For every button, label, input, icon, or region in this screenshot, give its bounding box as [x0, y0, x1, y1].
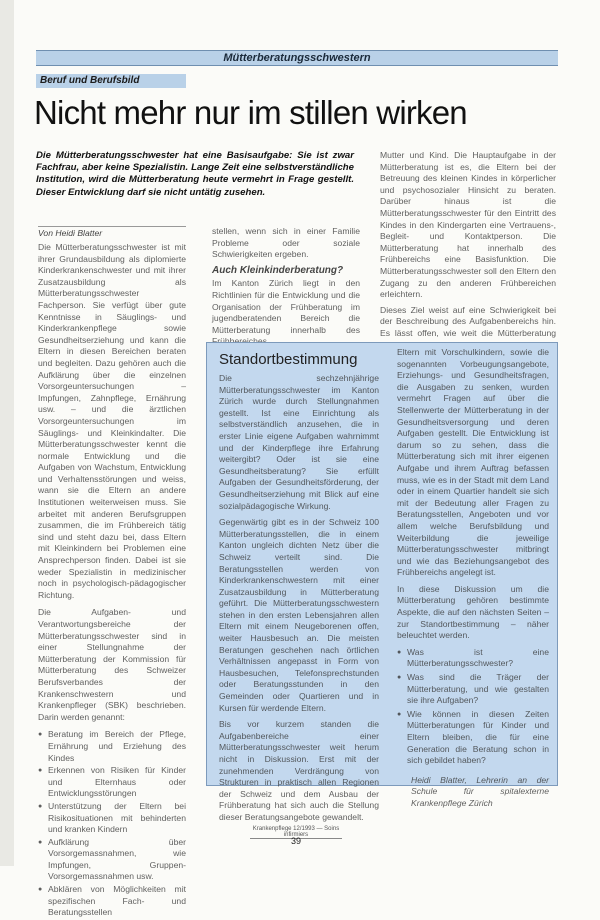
footer-journal: Krankenpflege 12/1993 — Soins infirmiers [250, 826, 342, 839]
col2-paragraph-2: Im Kanton Zürich liegt in den Richtlinien für die Entwicklung und die Organisation der Frühberatung im jugendberatenden Bereich die Mütterberatung innerhalb des [212, 278, 360, 335]
author-signature: Heidi Blatter, Lehrerin an der Schule für spitalexterne Krankenpflege Zürich [411, 774, 549, 808]
page-number: 39 [290, 836, 301, 846]
list-item: ● Unterstützung der Eltern bei Risikosituationen mit behinderten und kranken Kindern [38, 801, 186, 836]
article-headline: Nicht mehr nur im stillen wirken [34, 94, 467, 131]
box-paragraph-5: In diese Diskussion um die Mütterberatung gehören bestimmte Aspekte, die auf den nächsten Seiten – zur Standortbestimmung – näher beleuchtet werden. [397, 583, 549, 641]
byline: Von Heidi Blatter [38, 226, 186, 238]
article-lead: Die Mütterberatungsschwester hat eine Basisaufgabe: Sie ist zwar Fachfrau, aber keine Spezialistin. Lange Zeit eine selbstverständliche Institution, wird die Mütterberatung heute vermehrt in Frage gestellt. Dieser Entwicklung darf sie nicht untätig zusehen. [36, 150, 354, 198]
list-item: ● Erkennen von Risiken für Kinder und Elternhaus oder Entwicklungsstörungen [38, 765, 186, 800]
box-paragraph-4: Eltern mit Vorschulkindern, sowie die sogenannten Vorbeugungsangebote, Erziehungs- und Gesundheitsfragen, die Ausgaben zu senken, wurden vermehrt Fragen auf über die Stellenwerte der Mütterberatung in der Gesundheitsversorgung und deren Aufgaben gestellt. Die Entwicklung ist darum so zu sehen, dass die Mütterberatung sich mit ihrer eigenen Aufgabe und ihrem Auftrag befassen muss, wie es in der Stadt mit dem Land oder in einem Quartier handelt sie sich mit der Bedeutung aller Fragen zu Beratungsstellen, Angeboten und vor allem welche Berufsbildung und Weiterbildung die jeweilige Mütterberatungsschwester mitbringt und wie das Beziehungsangebot des Frühbereichs angelegt ist. [397, 347, 549, 578]
info-box [206, 342, 558, 822]
col3-paragraph-2: Dieses Ziel weist auf eine Schwierigkeit bei der Beschreibung des Aufgabenbereichs hin. Es lässt offen, wie weit die Mütterberatung [380, 304, 556, 338]
list-item: ● Was ist eine Mütterberatungsschwester? [397, 647, 549, 670]
column-3-top [380, 150, 556, 355]
list-item: ● Abklären von Möglichkeiten mit spezifischen Fach- und Beratungsstellen [38, 884, 186, 919]
col3-paragraph-1: Mutter und Kind. Die Hauptaufgabe in der Mütterberatung ist es, die Eltern bei der Betreuung des kleinen Kindes in körperlicher und psychosozialer Hinsicht zu beraten. Darüber hinaus ist die Mütterberatungsschwester für den Eintritt des Kindes in den Kindergarten eine Vertrauens-, Begleit- und Kontaktperson. Die Mütterberatung hat innerhalb des Frühbereichs eine Basisfunktion. Die Mütterberatungsschwester soll den Eltern den Zugang zu den anderen Frühbereichen erleichtern. [380, 150, 556, 300]
subheading: Auch Kleinkinderberatung? [212, 264, 344, 276]
list-item: ● Aufklärung über Vorsorgemassnahmen, wie Impfungen, Gruppen-Vorsorgemassnahmen usw. [38, 837, 186, 883]
list-item: ● Beratung im Bereich der Pflege, Ernährung und Erziehung des Kindes [38, 729, 186, 764]
info-box-column-b [397, 347, 549, 810]
col1-paragraph-2: Die Aufgaben- und Verantwortungsbereiche der Mütterberatungsschwester sind in einer Stellungnahme der Mütterberatung der Kommission für Mütterberatung des Schweizer Berufsverbandes der Krankenschwestern und Krankenpfleger (SBK) beschrieben. Darin werden genannt: [38, 607, 186, 722]
col1-paragraph-1: Die Mütterberatungsschwester ist mit ihrer Grundausbildung als diplomierte Kinderkrankenschwester und mit ihrer Zusatzausbildung als Mütterberatungsschwester Fachperson. Sie verfügt über gute Kenntnisse in Säuglings- und Kinderkrankenpflege sowie Gesundheitserziehung und kann die Eltern in diesen Bereichen beraten und begleiten. Dazu gehören auch die Aufklärung über die einzelnen Vorsorgeuntersuchungen – Impfungen, Zahnpflege, Ernährung usw. – und die ärztlichen Vorsorgeuntersuchungen im Säuglings- und Kleinkindalter. Die Mütterberatungsschwester kennt die normale Entwicklung und die Aufgaben von Wachstum, Entwicklung und Verhaltensstörungen und weiss, wann sie die Eltern an andere Institutionen weiterweisen muss. Sie arbeitet mit anderen Berufsgruppen zusammen, die im Frühbereich tätig sind und steht dazu bei, dass Eltern mit Kleinkindern bei Problemen eine Ansprechperson finden. Dabei ist sie weder Spezialistin in medizinischer noch in psychologisch-pädagogischer Richtung. [38, 242, 186, 600]
box-question-list [397, 647, 549, 767]
list-item: ● Was sind die Träger der Mütterberatung, und wie gestalten sie ihre Aufgaben? [397, 672, 549, 707]
box-paragraph-2: Gegenwärtig gibt es in der Schweiz 100 Mütterberatungsstellen, die in einem Kanton ungleich dichten Netz über die Schweiz verteilt sind. Die Beratungsstellen werden von Kinderkrankenschwestern mit einer Zusatzausbildung in Mütterberatung geführt. Die Mütterberatungsschwestern stehen in den ersten Lebensjahren allen Eltern mit einem Neugeborenen offen, weiter Hausbesuch an. Die meisten Beratungen geschehen nach örtlichen Verhältnissen angepasst in Form von Hausbesuchen, Telefonsprechstunden oder Beratungsstunden in den Gemeinden oder Quartieren und in Kursen für werdende Eltern. [219, 517, 379, 713]
column-1 [38, 242, 186, 920]
page-gutter [0, 0, 14, 866]
category-label: Beruf und Berufsbild [36, 74, 186, 88]
column-2-top [212, 226, 360, 348]
section-header-title: Mütterberatungsschwestern [223, 52, 371, 64]
box-paragraph-1: Die sechzehnjährige Mütterberatungsschwester im Kanton Zürich wurde durch Stellungnahmen gestellt. Ist eine Einrichtung als selbstverständlich anzusehen, die in erster Linie eigene Aufgaben wahrnimmt und der Kinderpflege ihre Erfahrung weitergibt? Oder ist sie eine Gesundheitsberatung? Sie erfüllt Aufgaben der Gesundheitsförderung, der Gesundheitserziehung mit Blick auf eine sozialpädagogische Wirkung. [219, 373, 379, 511]
section-header [36, 50, 558, 66]
box-paragraph-3: Bis vor kurzem standen die Aufgabenbereiche einer Mütterberatungsschwester weit herum nicht in Diskussion. Erst mit der zunehmenden Verdrängung von Strukturen in praktisch allen Regionen der Schweiz und dem Ausbau der Frühberatung hat sich auch die Stellung dieser Beratungsangebote gewandelt. [219, 719, 379, 822]
list-item: ● Wie können in diesen Zeiten Mütterberatungen für Kinder und Eltern bleiben, die für eine Generation die Beratung schon in sich gebildet haben? [397, 709, 549, 767]
info-box-title: Standortbestimmung [219, 351, 358, 368]
col1-list [38, 729, 186, 919]
info-box-column-a [219, 373, 379, 829]
col2-paragraph-1: stellen, wenn sich in einer Familie Probleme oder soziale Schwierigkeiten ergeben. [212, 226, 360, 260]
